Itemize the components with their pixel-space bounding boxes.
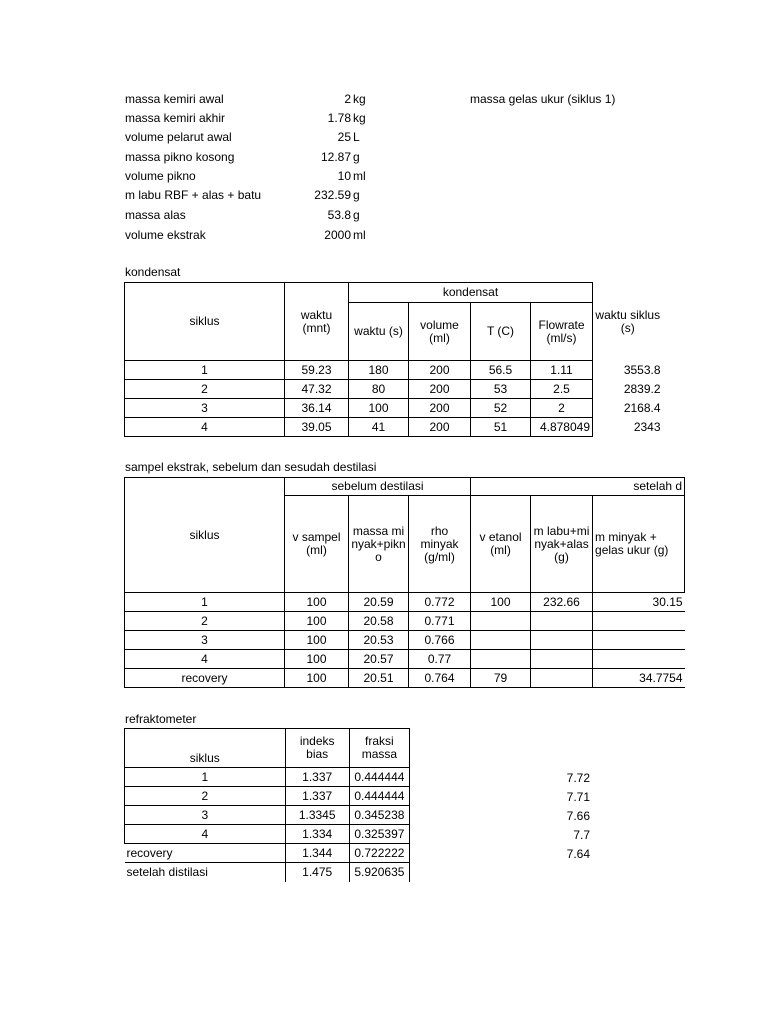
- table-row: [125, 825, 410, 844]
- table-cell: 2: [531, 399, 593, 418]
- table-cell: 39.05: [285, 418, 349, 437]
- table-cell: [593, 631, 685, 650]
- refraktometer-extra-value: 7.71: [566, 790, 590, 804]
- refraktometer-title: refraktometer: [125, 712, 197, 726]
- table-cell: 53: [471, 380, 531, 399]
- table-cell: 0.771: [409, 612, 471, 631]
- table-cell: 2168.4: [623, 400, 661, 415]
- table-cell: 1: [125, 768, 286, 787]
- table-cell: 3: [125, 399, 285, 418]
- param-label: massa kemiri akhir: [125, 111, 226, 125]
- table-cell: 34.7754: [593, 669, 685, 688]
- table-cell: 0.444444: [349, 787, 409, 806]
- table-cell: [593, 650, 685, 669]
- param-label: m labu RBF + alas + batu: [125, 188, 262, 202]
- table-cell: 100: [471, 593, 531, 612]
- header-siklus: siklus: [125, 729, 286, 768]
- table-cell: 1.3345: [285, 806, 349, 825]
- header-m-labu: m labu+minyak+alas (g): [531, 496, 593, 593]
- table-cell: 232.66: [531, 593, 593, 612]
- header-indeks-bias: indeks bias: [285, 729, 349, 768]
- sampel-body: [125, 593, 685, 688]
- header-sebelum-group: sebelum destilasi: [285, 478, 471, 496]
- table-cell: 200: [409, 399, 471, 418]
- param-unit: kg: [353, 111, 366, 125]
- table-cell: 1.337: [285, 768, 349, 787]
- header-kondensat-group: kondensat: [349, 283, 593, 303]
- refraktometer-table: [124, 728, 410, 882]
- table-cell: 4: [125, 650, 285, 669]
- table-cell: 4: [125, 825, 286, 844]
- table-cell: 0.345238: [349, 806, 409, 825]
- table-cell: 0.772: [409, 593, 471, 612]
- table-row: [125, 380, 663, 399]
- table-cell: [593, 612, 685, 631]
- table-cell: 4: [125, 418, 285, 437]
- table-cell: 1.475: [285, 863, 349, 882]
- table-row: [125, 863, 410, 882]
- table-cell: recovery: [125, 844, 286, 863]
- table-cell: 1: [125, 361, 285, 380]
- refraktometer-extra-value: 7.72: [566, 771, 590, 785]
- table-row: [125, 768, 410, 787]
- table-cell: 3: [125, 631, 285, 650]
- header-rho-minyak: rho minyak (g/ml): [409, 496, 471, 593]
- table-cell: setelah distilasi: [125, 863, 286, 882]
- refraktometer-body: [125, 768, 410, 882]
- table-cell: 0.764: [409, 669, 471, 688]
- header-temperature: T (C): [471, 303, 531, 361]
- header-waktu-s: waktu (s): [349, 303, 409, 361]
- param-value: 25: [337, 130, 351, 144]
- param-value: 232.59: [314, 188, 351, 202]
- kondensat-title: kondensat: [125, 265, 181, 279]
- param-unit: ml: [353, 169, 366, 183]
- header-volume: volume (ml): [409, 303, 471, 361]
- table-cell: 1: [125, 593, 285, 612]
- table-cell: 20.58: [349, 612, 409, 631]
- param-value: 10: [337, 169, 351, 183]
- sampel-table: [124, 477, 685, 688]
- table-row: [125, 669, 685, 688]
- param-value: 53.8: [327, 208, 351, 222]
- header-waktu-siklus: waktu siklus (s): [595, 307, 661, 335]
- refraktometer-extra-value: 7.66: [566, 809, 590, 823]
- table-cell: 20.51: [349, 669, 409, 688]
- table-cell: 3: [125, 806, 286, 825]
- table-cell: 0.722222: [349, 844, 409, 863]
- table-cell: 100: [285, 593, 349, 612]
- param-label: massa alas: [125, 208, 186, 222]
- table-cell: 3553.8: [623, 362, 661, 377]
- table-row: [125, 399, 663, 418]
- table-row: [125, 631, 685, 650]
- param-value: 1.78: [327, 111, 351, 125]
- table-cell: 200: [409, 380, 471, 399]
- table-cell: 59.23: [285, 361, 349, 380]
- table-cell: recovery: [125, 669, 285, 688]
- header-m-minyak-gelas: m minyak + gelas ukur (g): [593, 496, 685, 593]
- table-row: [125, 418, 663, 437]
- table-cell: 41: [349, 418, 409, 437]
- refraktometer-extra-value: 7.7: [573, 828, 590, 842]
- table-cell: 0.444444: [349, 768, 409, 787]
- table-cell: 51: [471, 418, 531, 437]
- table-cell: 80: [349, 380, 409, 399]
- table-cell: [471, 650, 531, 669]
- table-cell: 2839.2: [623, 381, 661, 396]
- gelas-ukur-label: massa gelas ukur (siklus 1): [470, 92, 616, 106]
- table-cell: 20.57: [349, 650, 409, 669]
- table-cell: 5.920635: [349, 863, 409, 882]
- kondensat-table: [124, 282, 663, 437]
- table-cell: 1.337: [285, 787, 349, 806]
- header-siklus: siklus: [125, 283, 285, 361]
- header-fraksi-massa: fraksi massa: [349, 729, 409, 768]
- header-waktu-mnt: waktu (mnt): [285, 283, 349, 361]
- table-row: [125, 806, 410, 825]
- refraktometer-extra-value: 7.64: [566, 847, 590, 861]
- param-value: 12.87: [320, 150, 351, 164]
- table-cell: 4.878049: [531, 418, 593, 437]
- param-label: volume pikno: [125, 169, 196, 183]
- table-cell: 100: [285, 612, 349, 631]
- table-cell: 1.11: [531, 361, 593, 380]
- header-setelah-group: setelah d: [471, 478, 685, 496]
- table-cell: 52: [471, 399, 531, 418]
- param-value: 2000: [324, 228, 351, 242]
- table-cell: 1.334: [285, 825, 349, 844]
- table-cell: 2343: [633, 419, 661, 434]
- table-cell: 200: [409, 361, 471, 380]
- header-v-etanol: v etanol (ml): [471, 496, 531, 593]
- table-cell: 47.32: [285, 380, 349, 399]
- header-massa-minyak-pikno: massa minyak+pikno: [349, 496, 409, 593]
- table-cell: 56.5: [471, 361, 531, 380]
- table-row: [125, 612, 685, 631]
- table-cell: 100: [349, 399, 409, 418]
- param-unit: L: [353, 130, 360, 144]
- table-row: [125, 844, 410, 863]
- table-cell: 20.53: [349, 631, 409, 650]
- table-cell: 2: [125, 612, 285, 631]
- header-v-sampel: v sampel (ml): [285, 496, 349, 593]
- param-unit: g: [353, 150, 360, 164]
- table-cell: [531, 612, 593, 631]
- table-cell: [531, 650, 593, 669]
- param-unit: g: [353, 208, 360, 222]
- param-label: volume ekstrak: [125, 228, 206, 242]
- table-cell: 30.15: [593, 593, 685, 612]
- table-row: [125, 650, 685, 669]
- table-row: [125, 361, 663, 380]
- param-unit: kg: [353, 92, 366, 106]
- table-cell: 79: [471, 669, 531, 688]
- param-unit: ml: [353, 228, 366, 242]
- table-cell: [531, 669, 593, 688]
- table-cell: 2: [125, 787, 286, 806]
- table-cell: 20.59: [349, 593, 409, 612]
- table-cell: 2.5: [531, 380, 593, 399]
- table-cell: 0.766: [409, 631, 471, 650]
- table-row: [125, 593, 685, 612]
- param-label: massa pikno kosong: [125, 150, 235, 164]
- table-cell: 2: [125, 380, 285, 399]
- table-cell: [471, 612, 531, 631]
- table-cell: 180: [349, 361, 409, 380]
- table-cell: 36.14: [285, 399, 349, 418]
- kondensat-body: [125, 361, 663, 437]
- table-cell: [471, 631, 531, 650]
- table-cell: 100: [285, 631, 349, 650]
- header-siklus: siklus: [125, 478, 285, 593]
- table-cell: 0.77: [409, 650, 471, 669]
- table-cell: 100: [285, 650, 349, 669]
- table-row: [125, 787, 410, 806]
- table-cell: 100: [285, 669, 349, 688]
- sampel-title: sampel ekstrak, sebelum dan sesudah destilasi: [125, 460, 377, 474]
- param-label: volume pelarut awal: [125, 130, 232, 144]
- table-cell: 0.325397: [349, 825, 409, 844]
- table-cell: 200: [409, 418, 471, 437]
- header-flowrate: Flowrate (ml/s): [531, 303, 593, 361]
- param-unit: g: [353, 188, 360, 202]
- table-cell: 1.344: [285, 844, 349, 863]
- param-label: massa kemiri awal: [125, 92, 224, 106]
- param-value: 2: [344, 92, 351, 106]
- table-cell: [531, 631, 593, 650]
